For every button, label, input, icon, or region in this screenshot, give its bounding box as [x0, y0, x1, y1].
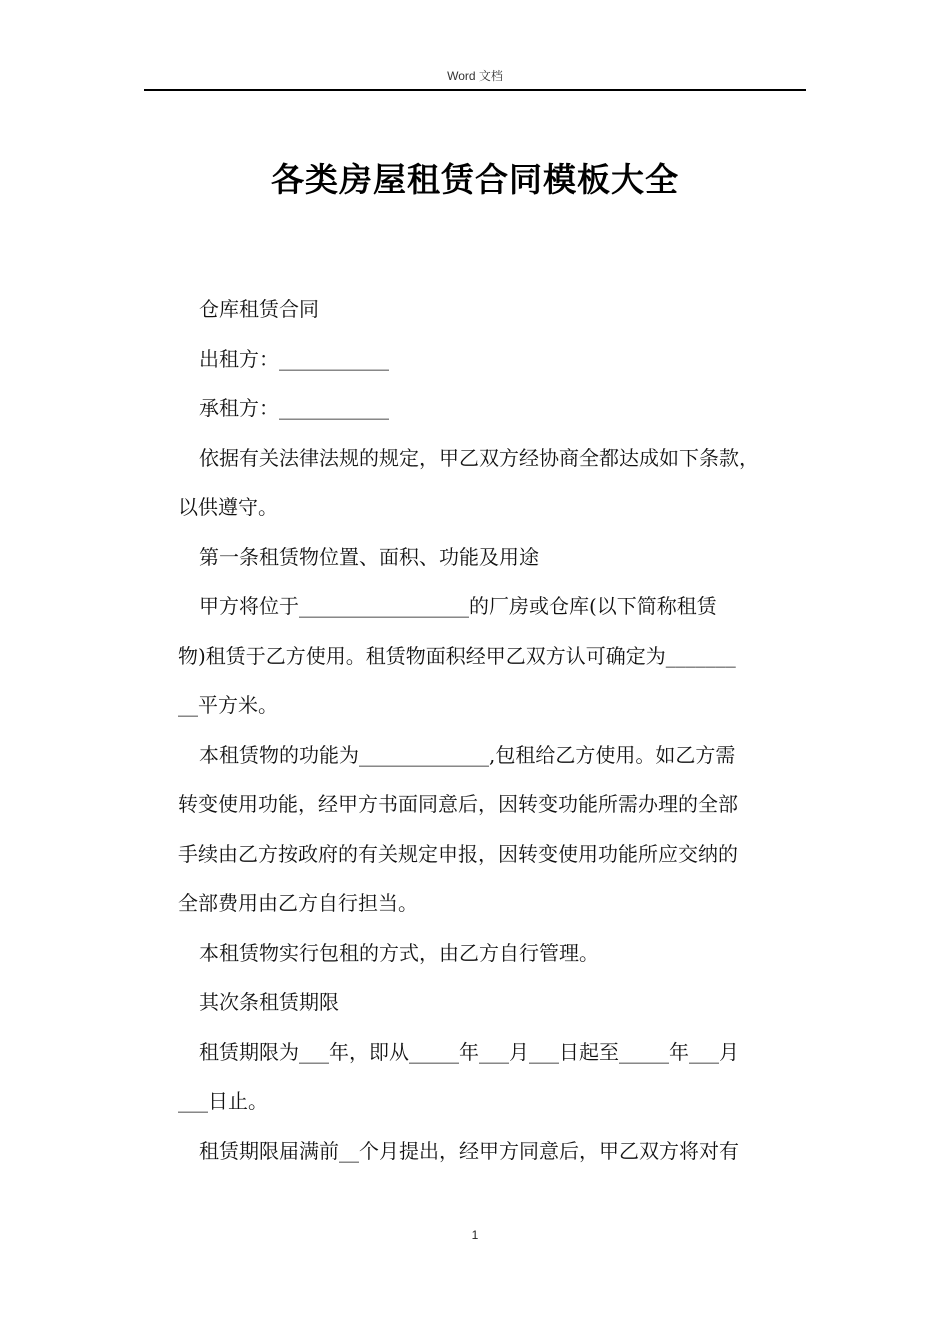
paragraph-contract-type: 仓库租赁合同 [199, 297, 319, 321]
article-1-lease-mode: 本租赁物实行包租的方式，由乙方自行管理。 [199, 940, 599, 965]
paragraph-preamble-line-2: 以供遵守。 [178, 495, 278, 519]
article-1-function-line-1: 本租赁物的功能为_____________,包租给乙方使用。如乙方需 [199, 742, 736, 767]
paragraph-lessee: 承租方：___________ [199, 396, 389, 420]
article-1-location-line-1: 甲方将位于_________________的厂房或仓库(以下简称租赁 [199, 594, 717, 618]
article-1-function-line-4: 全部费用由乙方自行担当。 [178, 891, 418, 915]
article-2-renewal-line-1: 租赁期限届满前__个月提出，经甲方同意后，甲乙双方将对有 [199, 1138, 739, 1163]
article-1-function-line-3: 手续由乙方按政府的有关规定申报，因转变使用功能所应交纳的 [178, 841, 738, 866]
document-body [178, 285, 818, 1176]
article-2-term-line-2: ___日止。 [178, 1089, 268, 1113]
article-1-heading: 第一条租赁物位置、面积、功能及用途 [199, 544, 539, 569]
header-label: Word 文档 [447, 69, 503, 83]
paragraph-preamble-line-1: 依据有关法律法规的规定，甲乙双方经协商全都达成如下条款， [199, 445, 759, 470]
page-number: 1 [471, 1228, 479, 1242]
page-header [144, 68, 806, 91]
article-1-function-line-2: 转变使用功能，经甲方书面同意后，因转变功能所需办理的全部 [178, 792, 738, 816]
article-1-location-line-3: __平方米。 [178, 693, 278, 717]
article-1-location-line-2: 物)租赁于乙方使用。租赁物面积经甲乙双方认可确定为_______ [178, 643, 736, 668]
paragraph-lessor: 出租方：___________ [199, 346, 389, 371]
article-2-heading: 其次条租赁期限 [199, 990, 339, 1014]
document-title: 各类房屋租赁合同模板大全 [271, 160, 679, 199]
article-2-term-line-1: 租赁期限为___年，即从_____年___月___日起至_____年___月 [199, 1039, 739, 1064]
